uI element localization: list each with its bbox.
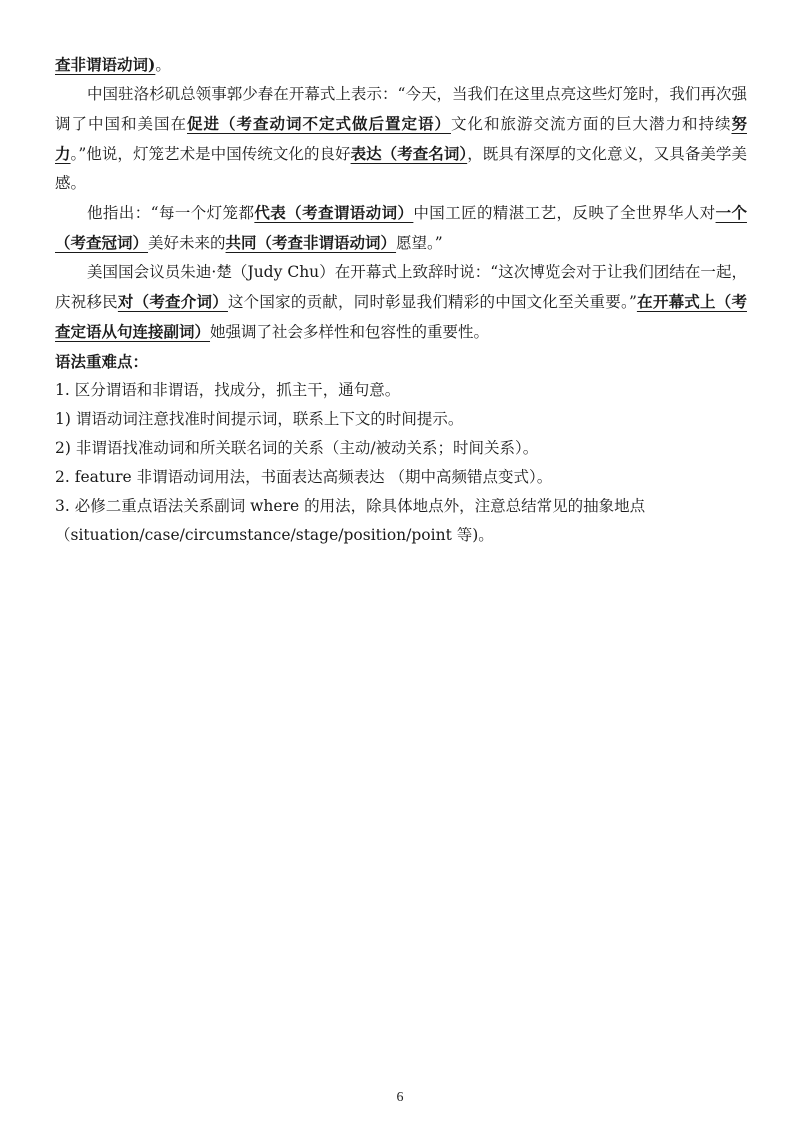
answer-underlined: 查非谓语动词) (55, 55, 156, 74)
text-run: 文化和旅游交流方面的巨大潜力和持续 (450, 115, 732, 133)
text-run: 她强调了社会多样性和包容性的重要性。 (210, 323, 490, 341)
text-run: 这个国家的贡献，同时彰显我们精彩的中国文化至关重要。” (227, 293, 637, 311)
paragraph-judy-chu (55, 258, 747, 347)
answer-underlined: 努力 (55, 114, 747, 163)
answer-underlined: 一个（考查冠词） (55, 203, 747, 252)
text-run: 。 (155, 56, 171, 74)
text-run: 愿望。” (396, 234, 443, 252)
grammar-point: 1) 谓语动词注意找准时间提示词，联系上下文的时间提示。 (55, 410, 464, 428)
answer-underlined: 对（考查介词） (117, 292, 228, 311)
text-run: 中国驻洛杉矶总领事郭少春在开幕式上表示：“今天，当我们在这里点亮这些灯笼时，我们再次强调了中国和美国在 (55, 85, 747, 133)
answer-underlined: 在开幕式上（考查定语从句连接副词） (55, 292, 747, 341)
text-run: 中国工匠的精湛工艺，反映了全世界华人对 (413, 204, 716, 222)
paragraph-consul-speech (55, 80, 747, 198)
grammar-point: 3. 必修二重点语法关系副词 where 的用法，除具体地点外，注意总结常见的抽象地点（situation/case/circumstance/stage/position/point 等)。 (55, 497, 646, 544)
document-page (55, 50, 747, 550)
grammar-point: 1. 区分谓语和非谓语，找成分，抓主干，通句意。 (55, 381, 401, 399)
text-run: 。”他说，灯笼艺术是中国传统文化的良好 (70, 145, 351, 163)
answer-underlined: 表达（考查名词） (350, 144, 468, 163)
answer-underlined: 促进（考查动词不定式做后置定语） (187, 114, 451, 133)
paragraph-lantern-meaning (55, 198, 747, 258)
text-run: ，既具有深厚的文化意义，又具备美学美感。 (55, 145, 747, 192)
page-number: 6 (396, 1090, 404, 1105)
text-run: 他指出：“每一个灯笼都 (87, 204, 255, 222)
grammar-heading: 语法重难点： (55, 352, 149, 371)
answer-underlined: 共同（考查非谓语动词） (225, 233, 397, 252)
text-run: 美好未来的 (148, 234, 226, 252)
grammar-point: 2) 非谓语找准动词和所关联名词的关系（主动/被动关系；时间关系）。 (55, 439, 539, 457)
paragraph-continuation (55, 50, 747, 80)
text-run: 美国国会议员朱迪·楚（Judy Chu）在开幕式上致辞时说：“这次博览会对于让我们团结在一起，庆祝移民 (55, 263, 747, 311)
answer-underlined: 代表（考查谓语动词） (254, 203, 414, 222)
grammar-point: 2. feature 非谓语动词用法，书面表达高频表达 （期中高频错点变式）。 (55, 468, 553, 486)
